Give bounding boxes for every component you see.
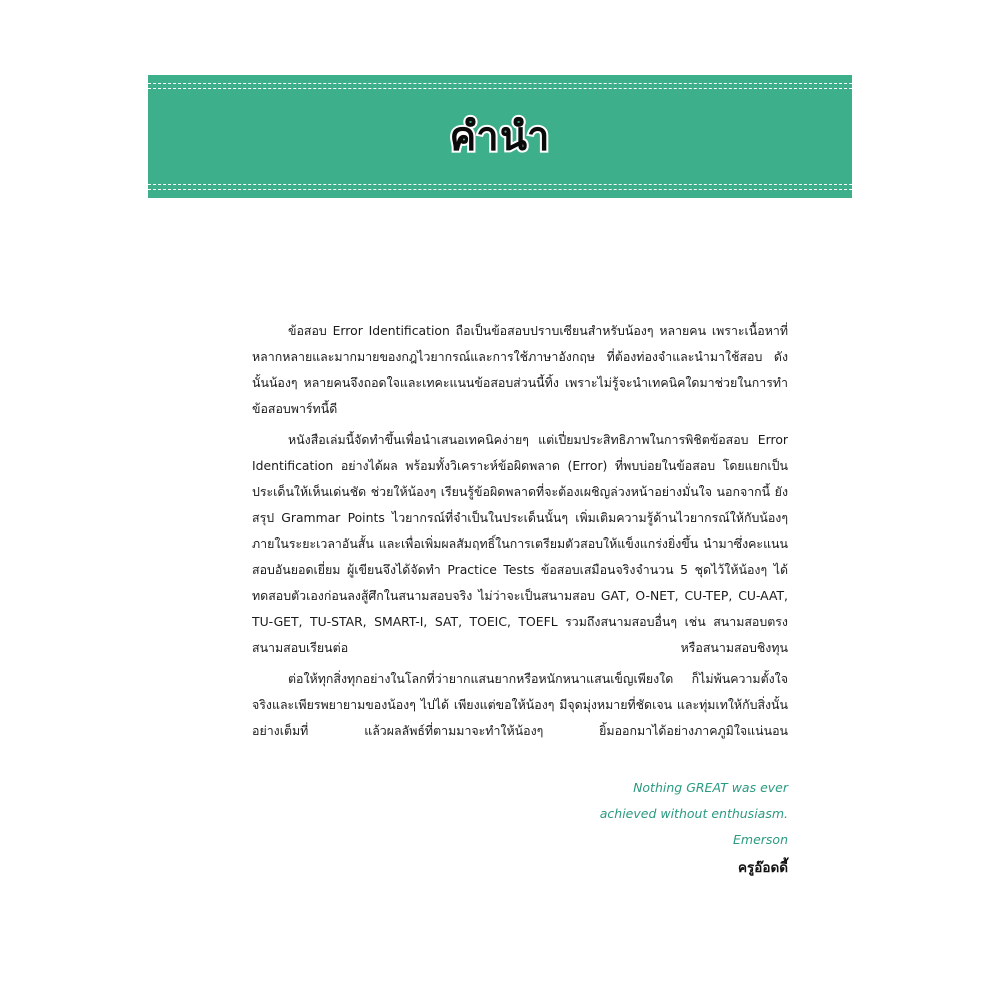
preface-body	[252, 318, 788, 749]
paragraph-2: หนังสือเล่มนี้จัดทำขึ้นเพื่อนำเสนอเทคนิคง่ายๆ แต่เปี่ยมประสิทธิภาพในการพิชิตข้อสอบ Error Identification อย่างได้ผล พร้อมทั้งวิเคราะห์ข้อผิดพลาด (Error) ที่พบบ่อยในข้อสอบ โดยแยกเป็นประเด็นให้เห็นเด่นชัด ช่วยให้น้องๆ เรียนรู้ข้อผิดพลาดที่จะต้องเผชิญล่วงหน้าอย่างมั่นใจ นอกจากนี้ ยังสรุป Grammar Points ไวยากรณ์ที่จำเป็นในประเด็นนั้นๆ เพิ่มเติมความรู้ด้านไวยากรณ์ให้กับน้องๆ ภายในระยะเวลาอันสั้น และเพื่อเพิ่มผลสัมฤทธิ์ในการเตรียมตัวสอบให้แข็งแกร่งยิ่งขึ้น นำมาซึ่งคะแนนสอบอันยอดเยี่ยม ผู้เขียนจึงได้จัดทำ Practice Tests ข้อสอบเสมือนจริงจำนวน 5 ชุดไว้ให้น้องๆ ได้ทดสอบตัวเองก่อนลงสู้ศึกในสนามสอบจริง ไม่ว่าจะเป็นสนามสอบ GAT, O-NET, CU-TEP, CU-AAT, TU-GET, TU-STAR, SMART-I, SAT, TOEIC, TOEFL รวมถึงสนามสอบอื่นๆ เช่น สนามสอบตรง สนามสอบเรียนต่อ หรือสนามสอบชิงทุน	[252, 432, 788, 655]
stitch-line-top-1	[148, 83, 852, 84]
author-signature: ครูอ๊อดดี้	[737, 860, 788, 876]
paragraph-1: ข้อสอบ Error Identification ถือเป็นข้อสอบปราบเซียนสำหรับน้องๆ หลายคน เพราะเนื้อหาที่หลากหลายและมากมายของกฎไวยากรณ์และการใช้ภาษาอังกฤษ ที่ต้องท่องจำและนำมาใช้สอบ ดังนั้นน้องๆ หลายคนจึงถอดใจและเทคะแนนข้อสอบส่วนนี้ทิ้ง เพราะไม่รู้จะนำเทคนิคใดมาช่วยในการทำข้อสอบพาร์ทนี้ดี	[252, 323, 788, 416]
title-banner	[148, 75, 852, 198]
quote-line-2: achieved without enthusiasm.	[599, 806, 788, 821]
stitch-line-bottom-1	[148, 184, 852, 185]
quote-block	[560, 775, 788, 853]
paragraph-3: ต่อให้ทุกสิ่งทุกอย่างในโลกที่ว่ายากแสนยากหรือหนักหนาแสนเข็ญเพียงใด ก็ไม่พ้นความตั้งใจจริงและเพียรพยายามของน้องๆ ไปได้ เพียงแต่ขอให้น้องๆ มีจุดมุ่งหมายที่ชัดเจน และทุ่มเทให้กับสิ่งนั้นอย่างเต็มที่ แล้วผลลัพธ์ที่ตามมาจะทำให้น้องๆ ยิ้มออกมาได้อย่างภาคภูมิใจแน่นอน	[252, 671, 788, 738]
quote-line-1: Nothing GREAT was ever	[633, 780, 788, 795]
page-title: คำนำ	[449, 114, 551, 160]
stitch-line-bottom-2	[148, 189, 852, 190]
stitch-line-top-2	[148, 88, 852, 89]
quote-author: Emerson	[733, 832, 788, 847]
